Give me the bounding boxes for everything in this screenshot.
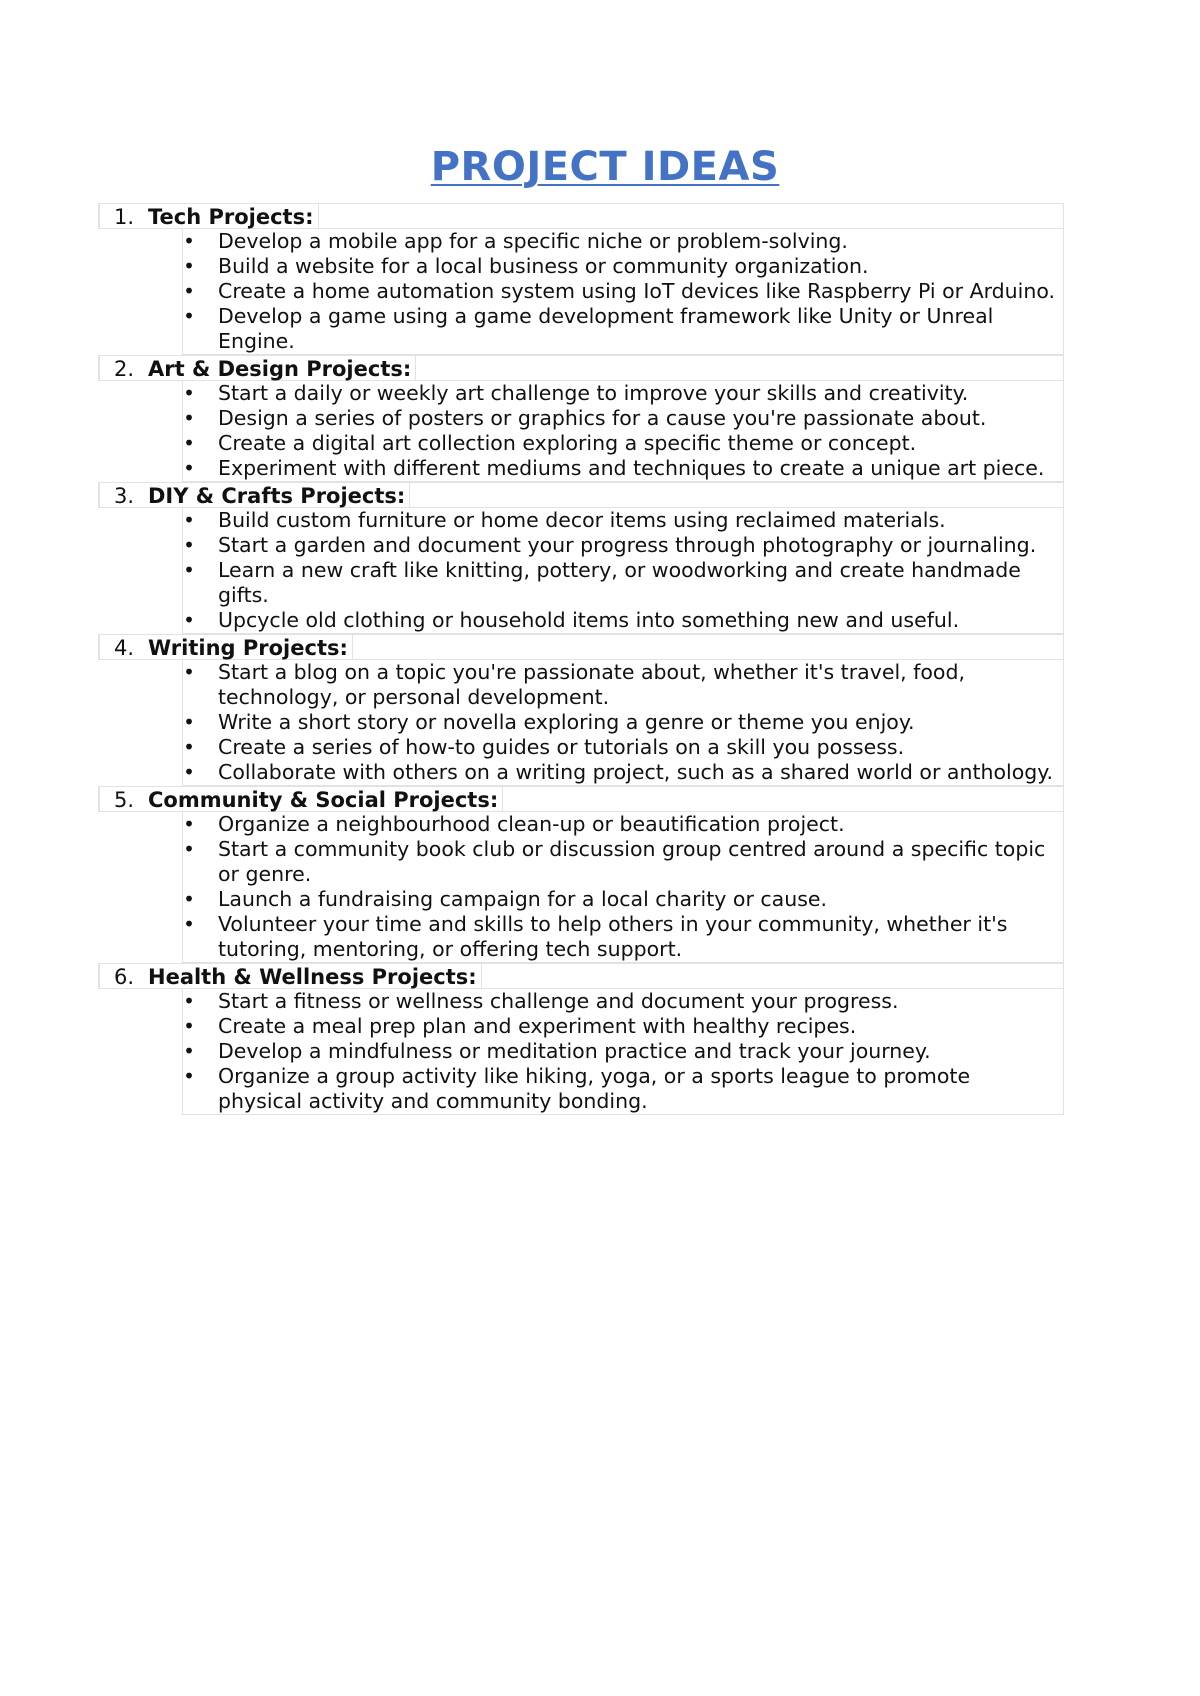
idea-list bbox=[182, 812, 1064, 963]
bullet-icon: • bbox=[183, 710, 195, 734]
section-heading bbox=[99, 634, 353, 660]
project-section bbox=[98, 355, 1064, 482]
bullet-icon: • bbox=[183, 279, 195, 303]
list-item bbox=[183, 406, 1063, 431]
list-item bbox=[183, 660, 1063, 710]
section-heading bbox=[99, 963, 482, 989]
list-item bbox=[183, 558, 1063, 608]
bullet-icon: • bbox=[183, 735, 195, 759]
list-item bbox=[183, 304, 1063, 354]
bullet-icon: • bbox=[183, 381, 195, 405]
list-item-text: Create a meal prep plan and experiment with healthy recipes. bbox=[218, 1014, 857, 1038]
list-item-text: Create a home automation system using IoT devices like Raspberry Pi or Arduino. bbox=[218, 279, 1056, 303]
list-item-text: Volunteer your time and skills to help others in your community, whether it's tutoring, mentoring, or offering tech support. bbox=[218, 912, 1008, 961]
bullet-icon: • bbox=[183, 456, 195, 480]
section-heading-row bbox=[98, 634, 1064, 660]
list-item-text: Start a blog on a topic you're passionate about, whether it's travel, food, technology, or personal development. bbox=[218, 660, 965, 709]
bullet-icon: • bbox=[183, 558, 195, 582]
list-item-text: Start a daily or weekly art challenge to improve your skills and creativity. bbox=[218, 381, 969, 405]
idea-list bbox=[182, 508, 1064, 634]
bullet-icon: • bbox=[183, 533, 195, 557]
list-item-text: Experiment with different mediums and techniques to create a unique art piece. bbox=[218, 456, 1045, 480]
section-heading-text: Writing Projects: bbox=[148, 636, 348, 660]
list-item bbox=[183, 1039, 1063, 1064]
bullet-icon: • bbox=[183, 508, 195, 532]
bullet-icon: • bbox=[183, 229, 195, 253]
project-section bbox=[98, 203, 1064, 355]
list-item bbox=[183, 837, 1063, 887]
section-heading-row bbox=[98, 203, 1064, 229]
section-heading-row bbox=[98, 482, 1064, 508]
list-item bbox=[183, 812, 1063, 837]
section-heading-text: Tech Projects: bbox=[148, 205, 314, 229]
section-heading bbox=[99, 482, 410, 508]
list-item-text: Create a digital art collection exploring a specific theme or concept. bbox=[218, 431, 917, 455]
bullet-icon: • bbox=[183, 660, 195, 684]
section-heading-text: Community & Social Projects: bbox=[148, 788, 499, 812]
bullet-icon: • bbox=[183, 304, 195, 328]
bullet-icon: • bbox=[183, 887, 195, 911]
section-number: 1. bbox=[113, 205, 135, 229]
project-section bbox=[98, 786, 1064, 963]
bullet-icon: • bbox=[183, 431, 195, 455]
list-item bbox=[183, 710, 1063, 735]
idea-list bbox=[182, 229, 1064, 355]
list-item-text: Create a series of how-to guides or tutorials on a skill you possess. bbox=[218, 735, 905, 759]
list-item-text: Organize a group activity like hiking, yoga, or a sports league to promote physical activity and community bonding. bbox=[218, 1064, 971, 1113]
list-item bbox=[183, 381, 1063, 406]
section-heading bbox=[99, 786, 503, 812]
list-item bbox=[183, 533, 1063, 558]
idea-list bbox=[182, 660, 1064, 786]
section-heading-row bbox=[98, 786, 1064, 812]
list-item-text: Start a garden and document your progress through photography or journaling. bbox=[218, 533, 1037, 557]
list-item-text: Develop a mobile app for a specific niche or problem-solving. bbox=[218, 229, 848, 253]
project-section bbox=[98, 482, 1064, 634]
list-item-text: Develop a mindfulness or meditation practice and track your journey. bbox=[218, 1039, 931, 1063]
list-item-text: Build custom furniture or home decor items using reclaimed materials. bbox=[218, 508, 946, 532]
list-item bbox=[183, 989, 1063, 1014]
list-item bbox=[183, 508, 1063, 533]
section-heading-text: Art & Design Projects: bbox=[148, 357, 412, 381]
bullet-icon: • bbox=[183, 989, 195, 1013]
list-item bbox=[183, 1014, 1063, 1039]
bullet-icon: • bbox=[183, 812, 195, 836]
list-item-text: Upcycle old clothing or household items into something new and useful. bbox=[218, 608, 960, 632]
list-item bbox=[183, 254, 1063, 279]
idea-list bbox=[182, 989, 1064, 1115]
list-item-text: Start a community book club or discussion group centred around a specific topic or genre. bbox=[218, 837, 1046, 886]
list-item bbox=[183, 760, 1063, 785]
bullet-icon: • bbox=[183, 406, 195, 430]
project-section bbox=[98, 963, 1064, 1115]
idea-list bbox=[182, 381, 1064, 482]
list-item-text: Write a short story or novella exploring a genre or theme you enjoy. bbox=[218, 710, 915, 734]
section-heading-row bbox=[98, 355, 1064, 381]
list-item-text: Organize a neighbourhood clean-up or beautification project. bbox=[218, 812, 845, 836]
list-item bbox=[183, 887, 1063, 912]
bullet-icon: • bbox=[183, 760, 195, 784]
list-item bbox=[183, 1064, 1063, 1114]
section-heading-text: Health & Wellness Projects: bbox=[148, 965, 477, 989]
section-number: 6. bbox=[113, 965, 135, 989]
section-number: 4. bbox=[113, 636, 135, 660]
bullet-icon: • bbox=[183, 1039, 195, 1063]
bullet-icon: • bbox=[183, 912, 195, 936]
list-item-text: Launch a fundraising campaign for a local charity or cause. bbox=[218, 887, 828, 911]
section-heading-text: DIY & Crafts Projects: bbox=[148, 484, 406, 508]
section-number: 3. bbox=[113, 484, 135, 508]
bullet-icon: • bbox=[183, 1014, 195, 1038]
list-item bbox=[183, 608, 1063, 633]
list-item-text: Build a website for a local business or community organization. bbox=[218, 254, 869, 278]
list-item bbox=[183, 279, 1063, 304]
list-item bbox=[183, 229, 1063, 254]
list-item-text: Learn a new craft like knitting, pottery, or woodworking and create handmade gifts. bbox=[218, 558, 1021, 607]
bullet-icon: • bbox=[183, 1064, 195, 1088]
list-item-text: Collaborate with others on a writing project, such as a shared world or anthology. bbox=[218, 760, 1053, 784]
section-heading-row bbox=[98, 963, 1064, 989]
list-item-text: Start a fitness or wellness challenge and document your progress. bbox=[218, 989, 899, 1013]
list-item-text: Design a series of posters or graphics for a cause you're passionate about. bbox=[218, 406, 987, 430]
bullet-icon: • bbox=[183, 608, 195, 632]
list-item bbox=[183, 431, 1063, 456]
list-item bbox=[183, 912, 1063, 962]
section-heading bbox=[99, 355, 416, 381]
project-section bbox=[98, 634, 1064, 786]
page-title: PROJECT IDEAS bbox=[430, 144, 780, 190]
list-item bbox=[183, 456, 1063, 481]
section-heading bbox=[99, 203, 319, 229]
bullet-icon: • bbox=[183, 837, 195, 861]
project-sections bbox=[98, 203, 1064, 1115]
section-number: 5. bbox=[113, 788, 135, 812]
bullet-icon: • bbox=[183, 254, 195, 278]
list-item bbox=[183, 735, 1063, 760]
list-item-text: Develop a game using a game development framework like Unity or Unreal Engine. bbox=[218, 304, 994, 353]
section-number: 2. bbox=[113, 357, 135, 381]
